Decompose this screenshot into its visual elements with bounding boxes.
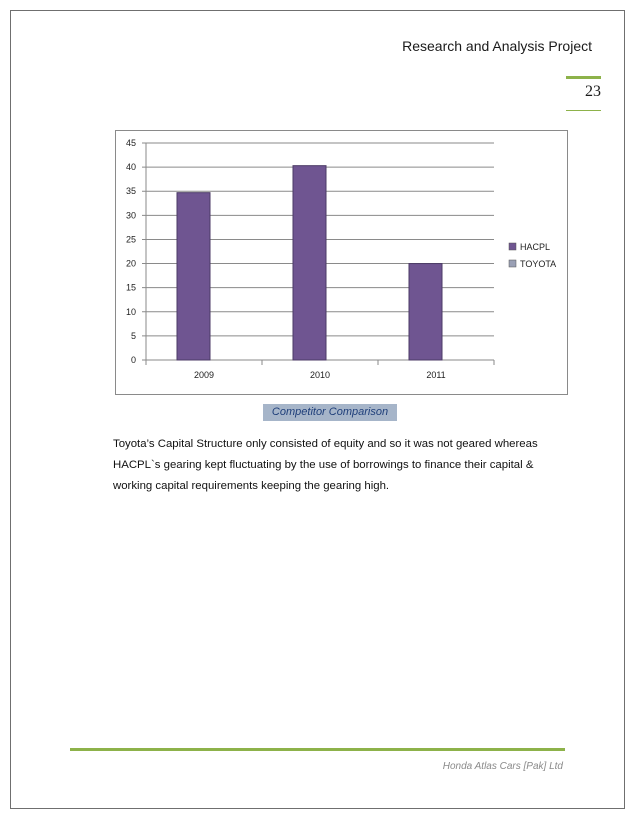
bar-hacpl [409, 264, 442, 360]
y-tick-label: 15 [125, 282, 136, 293]
y-tick-label: 25 [125, 234, 136, 245]
y-tick-label: 35 [125, 186, 136, 197]
y-tick-label: 40 [125, 162, 136, 173]
bar-hacpl [293, 166, 326, 360]
footer-rule [70, 748, 565, 751]
legend-label: HACPL [520, 242, 551, 252]
header-title: Research and Analysis Project [402, 38, 592, 54]
y-tick-label: 20 [125, 258, 136, 269]
footer-text: Honda Atlas Cars [Pak] Ltd [442, 761, 563, 772]
y-tick-label: 10 [125, 306, 136, 317]
bar-hacpl [177, 193, 210, 360]
body-paragraph [113, 434, 553, 497]
x-tick-label: 2009 [193, 370, 215, 380]
page-number: 23 [585, 83, 601, 100]
paragraph-line: HACPL`s gearing kept fluctuating by the use of borrowings to finance their capital & [113, 459, 534, 471]
paragraph-line: Toyota’s Capital Structure only consisted of equity and so it was not geared whereas [113, 438, 538, 450]
x-tick-label: 2010 [309, 370, 331, 380]
x-tick-label: 2011 [426, 370, 446, 380]
y-tick-label: 45 [125, 138, 136, 148]
y-tick-label: 5 [130, 330, 136, 341]
paragraph-line: working capital requirements keeping the gearing high. [113, 480, 390, 492]
y-tick-label: 0 [130, 355, 136, 365]
y-tick-label: 30 [125, 210, 136, 221]
page-number-rule-bottom [566, 110, 601, 111]
bar-chart [116, 131, 567, 394]
page-number-rule-top [566, 76, 601, 79]
legend-label: TOYOTA [520, 259, 557, 269]
figure-caption: Competitor Comparison [263, 404, 397, 421]
chart-frame [115, 130, 568, 395]
legend-swatch [509, 260, 516, 267]
legend-swatch [509, 243, 516, 250]
